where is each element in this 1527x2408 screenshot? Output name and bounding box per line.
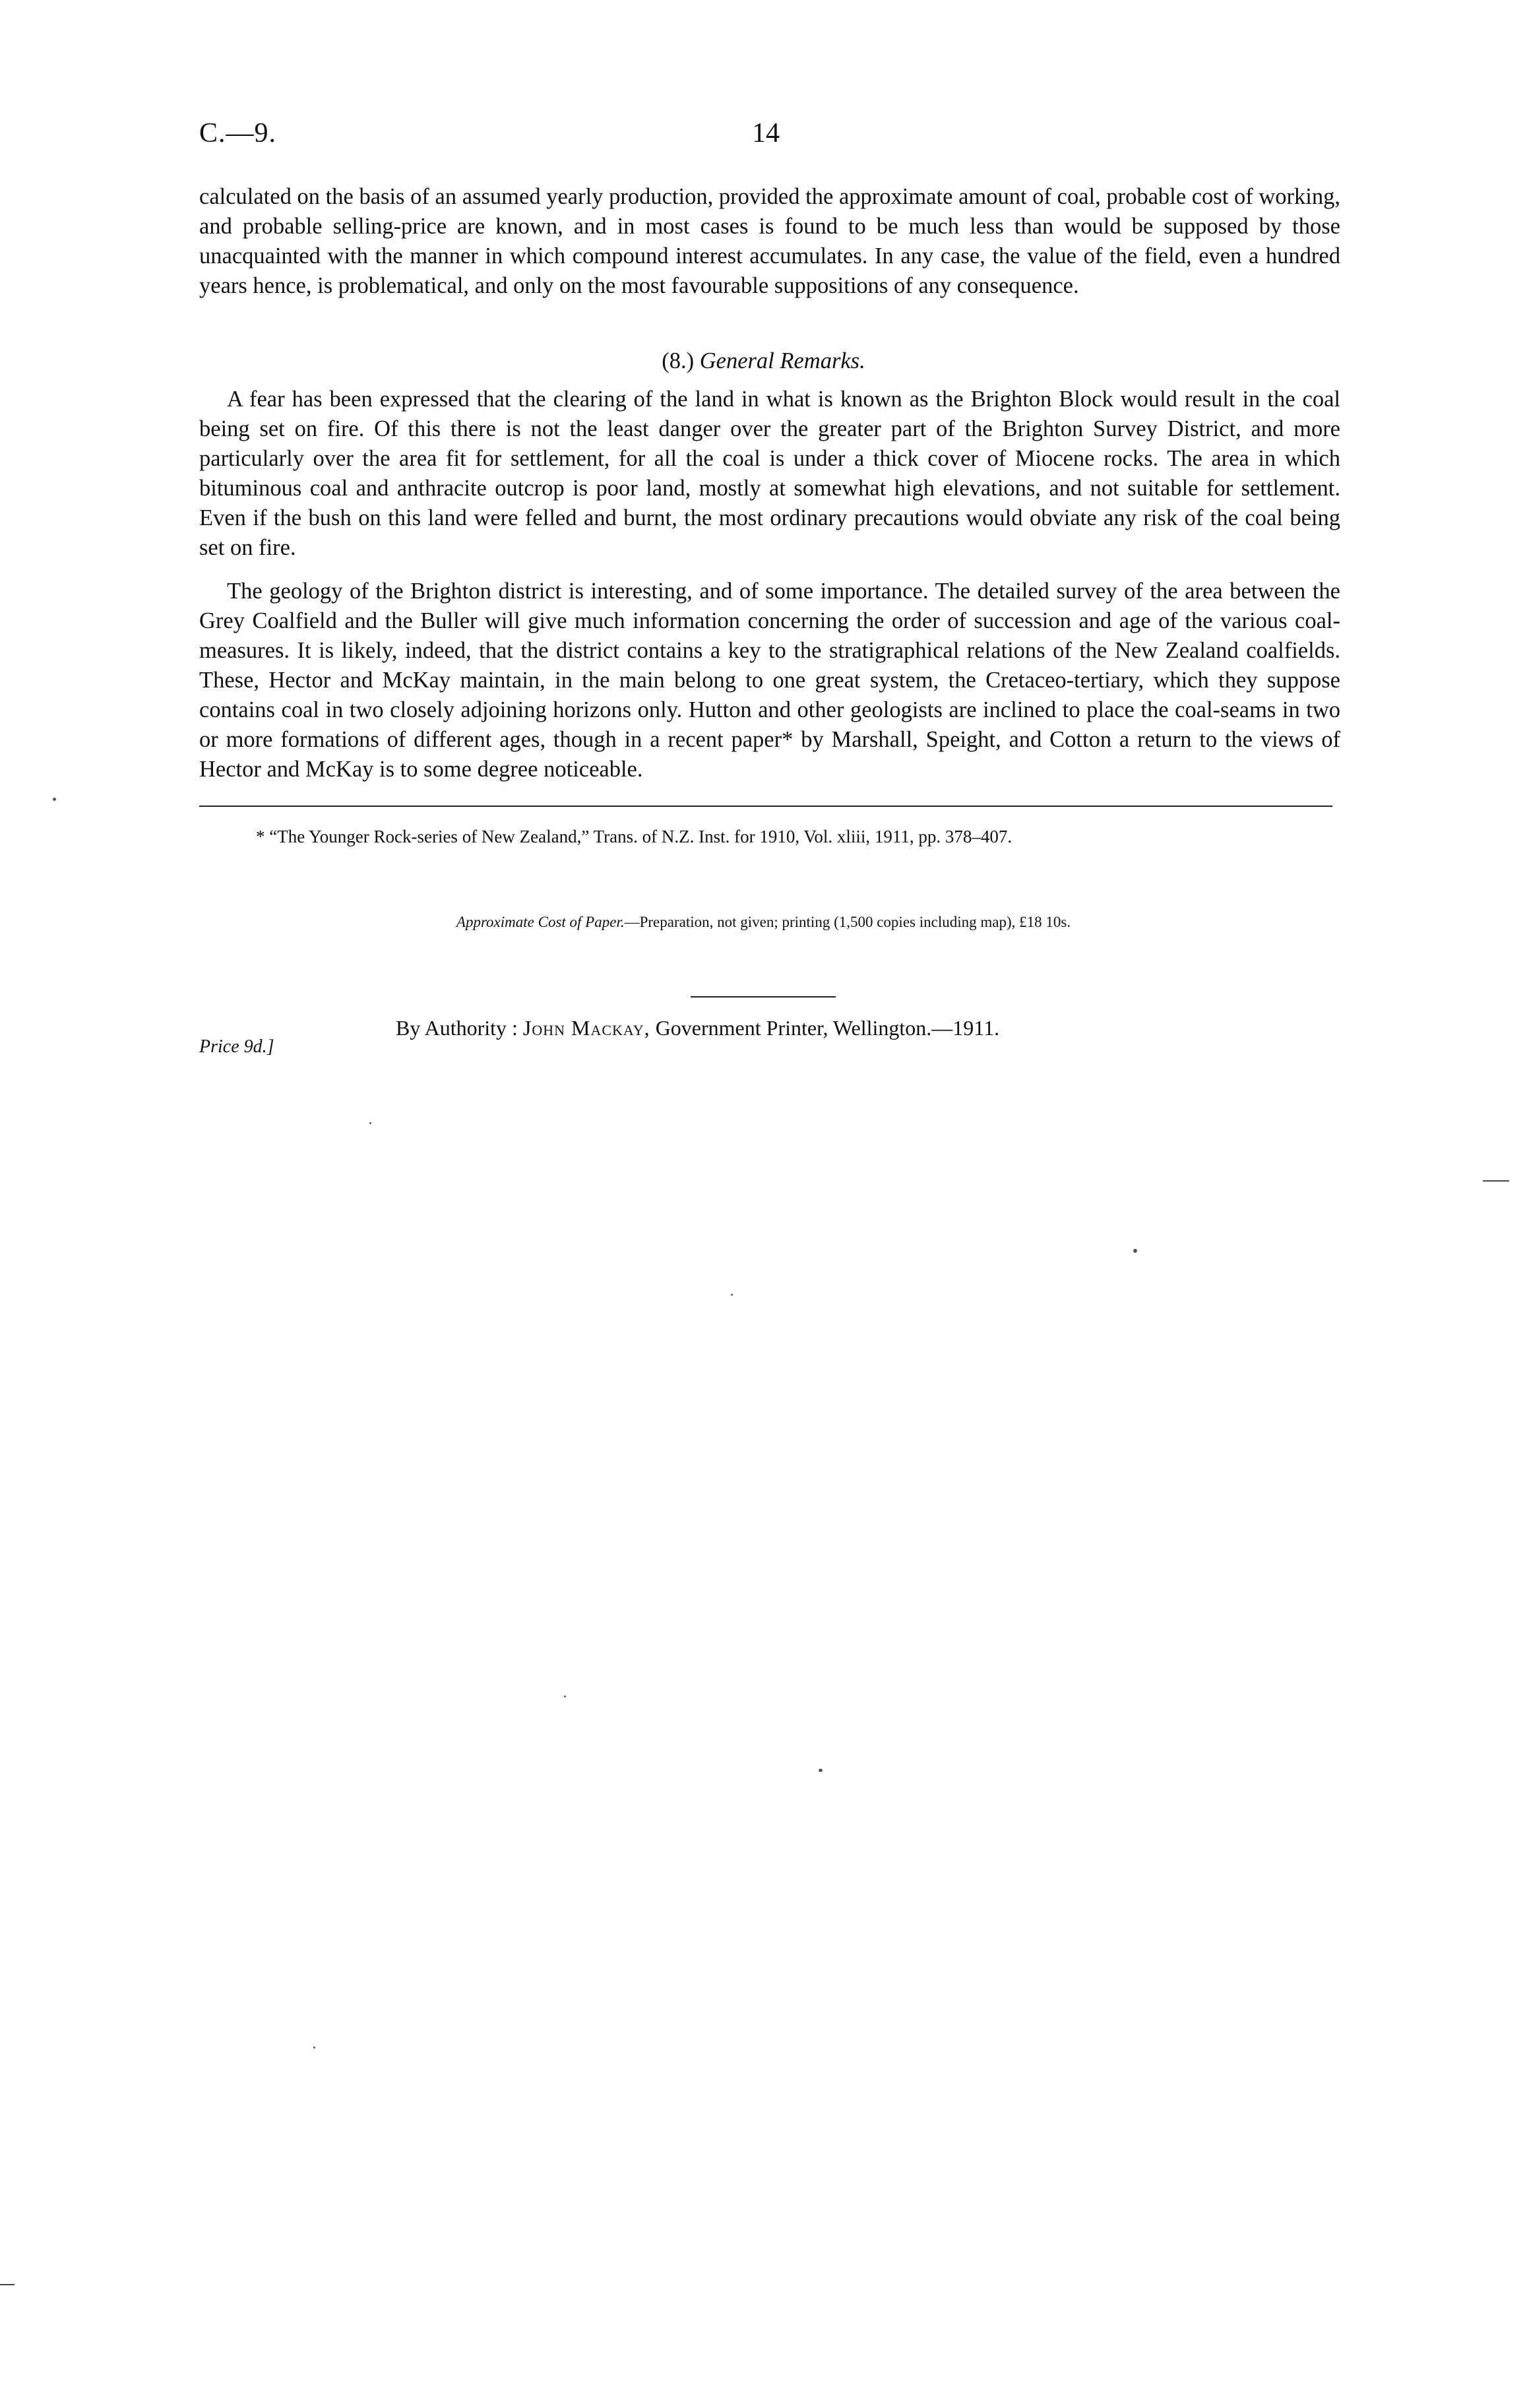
paragraph-brighton-block: A fear has been expressed that the clearing of the land in what is known as the Brighton Block would result in the coal being set on fire. Of this there is not the least danger over the greater part of the Brighton Survey District, and more particularly over the area fit for settlement, for all the coal is under a thick cover of Miocene rocks. The area in which bituminous coal and anthracite outcrop is poor land, mostly at somewhat high elevations, and not suitable for settlement. Even if the bush on this land were felled and burnt, the most ordinary precautions would obviate any risk of the coal being set on fire. xyxy=(199,387,1340,560)
footnote: * “The Younger Rock-series of New Zealand,” Trans. of N.Z. Inst. for 1910, Vol. xliii, 1911, pp. 378–407. xyxy=(256,827,1013,846)
scan-speck xyxy=(564,1695,566,1697)
scan-speck xyxy=(731,1294,733,1296)
imprint-prefix: By Authority : xyxy=(396,1016,518,1040)
paragraph-continued: calculated on the basis of an assumed yearly production, provided the approximate amount of coal, probable cost of working, and probable selling-price are known, and in most cases is found to be much less than would be supposed by those unacquainted with the manner in which compound interest accumulates. In any case, the value of the field, even a hundred years hence, is problematical, and only on the most favourable suppositions of any consequence. xyxy=(199,184,1340,298)
paragraph-geology: The geology of the Brighton district is interesting, and of some importance. The detailed survey of the area between the Grey Coalfield and the Buller will give much information concerning the order of succession and age of the various coal-measures. It is likely, indeed, that the district contains a key to the stratigraphical relations of the New Zealand coalfields. These, Hector and McKay maintain, in the main belong to one great system, the Cretaceo-tertiary, which they suppose contains coal in two closely adjoining horizons only. Hutton and other geologists are inclined to place the coal-seams in two or more formations of different ages, though in a recent paper* by Marshall, Speight, and Cotton a return to the views of Hector and McKay is to some degree noticeable. xyxy=(199,579,1340,782)
scan-speck xyxy=(53,798,56,801)
printer-imprint xyxy=(396,1016,999,1040)
cost-text: —Preparation, not given; printing (1,500 copies including map), £18 10s. xyxy=(624,914,1071,930)
imprint-divider xyxy=(691,996,836,998)
scan-speck xyxy=(819,1769,823,1772)
section-heading xyxy=(0,348,1527,374)
scan-mark xyxy=(0,2284,15,2285)
scan-speck xyxy=(369,1122,371,1124)
price: Price 9d.] xyxy=(199,1036,274,1057)
cost-of-paper xyxy=(0,914,1527,931)
footnote-divider xyxy=(199,806,1332,807)
document-reference: C.—9. xyxy=(199,118,277,148)
scan-speck xyxy=(313,2046,315,2048)
page-number: 14 xyxy=(752,118,780,148)
scan-speck xyxy=(1133,1249,1137,1253)
imprint-suffix: Government Printer, Wellington.—1911. xyxy=(655,1016,1000,1040)
section-number: (8.) xyxy=(662,348,695,373)
scan-mark xyxy=(1483,1180,1509,1182)
printer-name: John Mackay, xyxy=(522,1016,650,1040)
cost-label: Approximate Cost of Paper. xyxy=(456,914,625,930)
section-title: General Remarks. xyxy=(699,348,865,373)
